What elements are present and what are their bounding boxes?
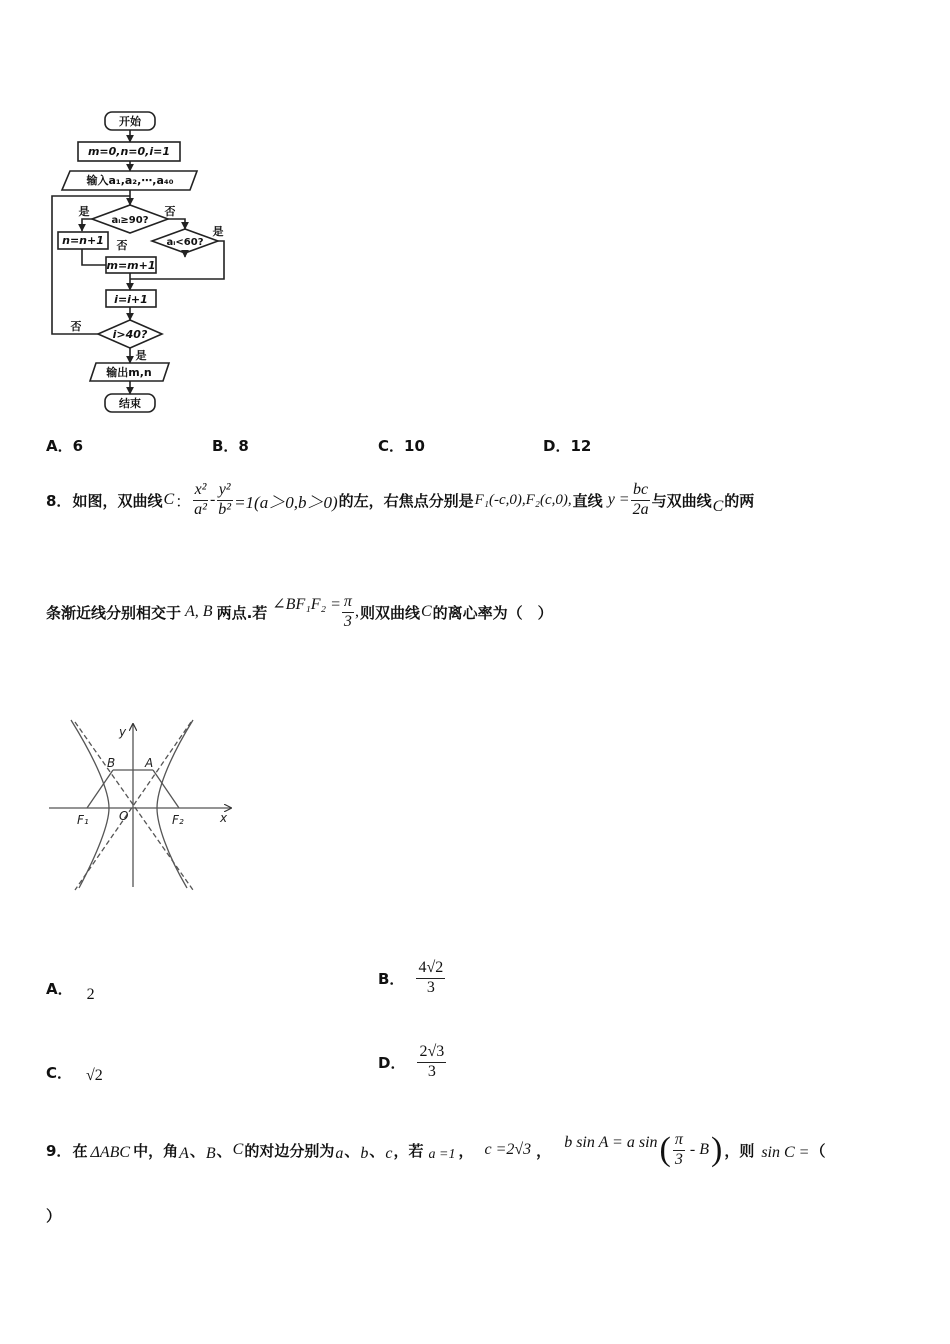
q8-frac-y xyxy=(216,481,233,519)
flow-cond1-text: aᵢ≥90? xyxy=(111,215,149,226)
q8-line-lhs: y = xyxy=(607,491,630,508)
q9-sep-4: 、 xyxy=(369,1141,385,1160)
q8-points: A, B xyxy=(185,603,213,620)
q8-line2 xyxy=(46,582,553,642)
q8-eq-cond: =1(a＞0,b＞0) xyxy=(234,492,338,512)
q8-option-c-value: √2 xyxy=(86,1067,103,1084)
q8-frac-x xyxy=(192,481,209,519)
fig-label-a: A xyxy=(145,756,154,770)
q8-three: 3 xyxy=(343,612,352,630)
q8-text-1: 如图，双曲线 xyxy=(72,491,163,510)
flow-yes2-text: 是 xyxy=(212,225,224,238)
q9-eq-lhs: b sin A = a sin xyxy=(564,1134,658,1151)
q9-frac-pi xyxy=(673,1131,685,1169)
q8-pi: π xyxy=(342,593,354,612)
flow-end-text: 结束 xyxy=(119,397,141,410)
flow-cond2-text: aᵢ<60? xyxy=(166,237,204,248)
q9-angle-c: C xyxy=(232,1141,244,1158)
q9-angle-a: A xyxy=(179,1145,189,1162)
q8-option-b-label: B． xyxy=(378,969,405,988)
q8-line1 xyxy=(46,470,754,530)
q8-text-5: 的两 xyxy=(724,491,755,510)
q9-side-b: b xyxy=(360,1145,369,1162)
q8-x2: x² xyxy=(193,481,209,500)
q9-side-c: c xyxy=(385,1145,393,1162)
q8-option-d-den: 3 xyxy=(427,1062,436,1080)
flowchart xyxy=(40,105,240,420)
flow-n-update-text: n=n+1 xyxy=(62,234,104,247)
q8-text-3: 直线 xyxy=(572,491,603,510)
q8-line-num: bc xyxy=(631,481,650,500)
q9-angle-b: B xyxy=(205,1145,216,1162)
q8-foci: F₁(-c,0),F₂(c,0), xyxy=(474,491,572,508)
q9-triangle: ΔABC xyxy=(90,1144,131,1161)
q8-option-d-frac xyxy=(417,1043,446,1081)
flow-output-text: 输出m,n xyxy=(106,366,152,379)
q9-paren-close: ） xyxy=(46,1207,62,1225)
q9-a-eq: a =1 xyxy=(428,1147,456,1162)
flow-yes3-text: 是 xyxy=(135,349,147,362)
q9-side-a: a xyxy=(335,1145,344,1162)
q8-line-den: 2a xyxy=(632,500,649,518)
q8-angle: ∠BF₁F₂ = xyxy=(272,596,341,613)
q8-text-7: 两点.若 xyxy=(216,603,268,622)
fig-label-f2: F₂ xyxy=(172,813,184,827)
q8-option-a xyxy=(46,968,95,1008)
flow-cond3-text: i>40? xyxy=(112,328,148,341)
q9-text-1: 在 xyxy=(72,1141,88,1160)
fig-label-y: y xyxy=(119,725,127,739)
q8-option-b-num: 4√2 xyxy=(416,959,445,978)
q8-text-6: 条渐近线分别相交于 xyxy=(46,603,182,622)
q8-option-b-den: 3 xyxy=(426,978,435,996)
q9-text-5: ， xyxy=(458,1141,474,1160)
q8-y2: y² xyxy=(217,481,233,500)
flow-no1-text: 否 xyxy=(164,205,176,218)
q9-text-3: 的对边分别为 xyxy=(244,1141,335,1160)
q8-option-b xyxy=(378,950,445,1006)
q8-option-a-value: 2 xyxy=(86,986,95,1003)
q8-option-d-label: D． xyxy=(378,1053,406,1072)
flow-i-update-text: i=i+1 xyxy=(114,293,148,306)
flow-input-text: 输入a₁,a₂,⋯,a₄₀ xyxy=(86,174,174,187)
hyperbola-figure xyxy=(45,712,240,892)
q8-option-c-label: C． xyxy=(46,1063,73,1082)
flow-init-text: m=0,n=0,i=1 xyxy=(87,145,171,158)
q8-text-4: 与双曲线 xyxy=(651,491,712,510)
q8-curve-name: C xyxy=(163,491,175,508)
q9-text-6: ， xyxy=(536,1141,552,1160)
q9-paren-right: ) xyxy=(710,1131,723,1168)
q9-sep-1: 、 xyxy=(189,1141,205,1160)
fig-label-b: B xyxy=(107,756,116,770)
q8-number: 8． xyxy=(46,491,72,510)
flow-no3-text: 否 xyxy=(70,320,82,333)
q9-number: 9． xyxy=(46,1141,72,1160)
q8-option-c xyxy=(46,1052,103,1092)
q8-option-a-label: A． xyxy=(46,979,73,998)
q9-paren-left: ( xyxy=(659,1131,671,1168)
fig-label-f1: F₁ xyxy=(77,813,89,827)
q7-option-c: C．10 xyxy=(378,437,425,455)
q9-pi: π xyxy=(673,1131,685,1150)
q9-line1 xyxy=(46,1120,825,1180)
q8-option-b-frac xyxy=(416,959,445,997)
q8-minus: - xyxy=(209,491,216,508)
flow-start-text: 开始 xyxy=(119,115,141,128)
q8-text-8: 则双曲线 xyxy=(359,603,420,622)
flow-m-update-text: m=m+1 xyxy=(106,259,156,272)
q9-sin-c: sin C = xyxy=(761,1144,810,1161)
q9-three: 3 xyxy=(674,1150,683,1168)
q8-curve-name-3: C xyxy=(420,603,432,620)
q8-colon: ： xyxy=(175,493,192,511)
q9-text-4: ，若 xyxy=(393,1141,424,1160)
q8-frac-line xyxy=(631,481,651,519)
q8-a2: a² xyxy=(194,500,207,518)
q7-option-d: D．12 xyxy=(543,437,592,455)
q9-sep-3: 、 xyxy=(344,1141,360,1160)
q8-option-d-num: 2√3 xyxy=(417,1043,446,1062)
q8-option-d xyxy=(378,1034,446,1090)
q9-text-2: 中，角 xyxy=(133,1141,179,1160)
q8-frac-pi xyxy=(342,593,354,631)
q8-text-2: 的左，右焦点分别是 xyxy=(338,491,474,510)
fig-label-o: O xyxy=(119,809,129,823)
q8-curve-name-2: C xyxy=(712,498,724,515)
q9-paren-open: （ xyxy=(810,1141,826,1160)
q9-minus-b: - B xyxy=(689,1141,709,1158)
q8-comma: , xyxy=(354,603,359,620)
asymptote-1 xyxy=(75,722,193,890)
flow-yes1-text: 是 xyxy=(78,205,90,218)
q8-text-9: 的离心率为（ ） xyxy=(432,603,553,622)
q7-option-b: B．8 xyxy=(212,437,249,455)
q8-b2: b² xyxy=(218,500,232,518)
q9-c-eq: c =2√3 xyxy=(484,1141,532,1158)
fig-label-x: x xyxy=(220,811,228,825)
q7-option-a: A．6 xyxy=(46,437,84,455)
q9-text-7: ，则 xyxy=(724,1141,755,1160)
q9-sep-2: 、 xyxy=(216,1141,232,1160)
flow-no2-text: 否 xyxy=(116,239,128,252)
